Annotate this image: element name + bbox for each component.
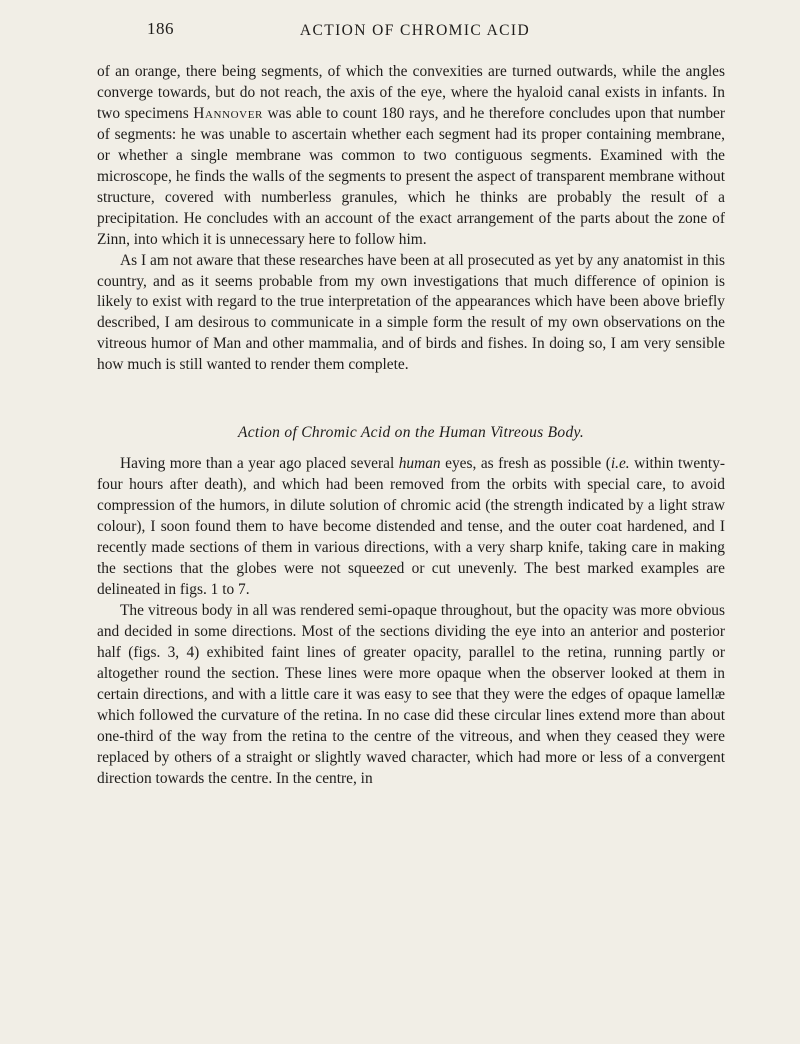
paragraph-4: The vitreous body in all was rendered semi-opaque throughout, but the opacity was more obvious and decided in some directions. Most of the sections dividing the eye into an anterior and posterior half (figs. 3, 4) exhibited faint lines of greater opacity, parallel to the retina, running partly or altogether round the section. These lines were more opaque when the observer looked at them in certain directions, and with a little care it was easy to see that they were the edges of opaque lamellæ which followed the curvature of the retina. In no case did these circular lines extend more than about one-third of the way from the retina to the centre of the vitreous, and when they ceased they were replaced by others of a straight or slightly waved character, which had more or less of a convergent direction towards the centre. In the centre, in (97, 601, 725, 787)
paragraph-3-text-b: eyes, as fresh as possible ( (440, 455, 611, 473)
paragraph-3 (97, 454, 725, 601)
section-heading: Action of Chromic Acid on the Human Vitreous Body. (237, 424, 585, 442)
paragraph-1 (97, 62, 725, 251)
page-number: 186 (147, 19, 174, 38)
paragraph-3-text-c: within twenty-four hours after death), and which had been removed from the orbits with special care, to avoid compression of the humors, in dilute solution of chromic acid (the strength indicated by a light straw colour), I soon found them to have become distended and tense, and the outer coat hardened, and I recently made sections of them in various directions, with a very sharp knife, taking care in making the sections that the globes were not squeezed or cut unevenly. The best marked examples are delineated in figs. 1 to 7. (97, 455, 726, 599)
running-head: ACTION OF CHROMIC ACID (299, 22, 531, 39)
body-text (97, 62, 725, 790)
emphasis-human: human (398, 455, 441, 473)
emphasis-ie: i.e. (610, 455, 630, 473)
author-name-hannover: Hannover (193, 104, 263, 122)
paragraph-1-text-a: of an orange, there being segments, of which the convexities are turned outwards, while the angles converge towards, but do not reach, the axis of the eye, where the hyaloid canal exists in infants. In two specimens (97, 63, 725, 122)
paragraph-3-text-a: Having more than a year ago placed several (120, 455, 399, 473)
paragraph-1-text-b: was able to count 180 rays, and he therefore concludes upon that number of segments: he was unable to ascertain whether each segment had its proper containing membrane, or whether a single membrane was common to two contiguous segments. Examined with the microscope, he finds the walls of the segments to present the aspect of transparent membrane without structure, covered with numberless granules, which he thinks are probably the result of a precipitation. He concludes with an account of the exact arrangement of the parts about the zone of Zinn, into which it is unnecessary here to follow him. (97, 104, 725, 248)
paragraph-2: As I am not aware that these researches have been at all prosecuted as yet by any anatomist in this country, and as it seems probable from my own investigations that much difference of opinion is likely to exist with regard to the true interpretation of the appearances which have been above briefly described, I am desirous to communicate in a simple form the result of my own observations on the vitreous humor of Man and other mammalia, and of birds and fishes. In doing so, I am very sensible how much is still wanted to render them complete. (97, 251, 725, 374)
